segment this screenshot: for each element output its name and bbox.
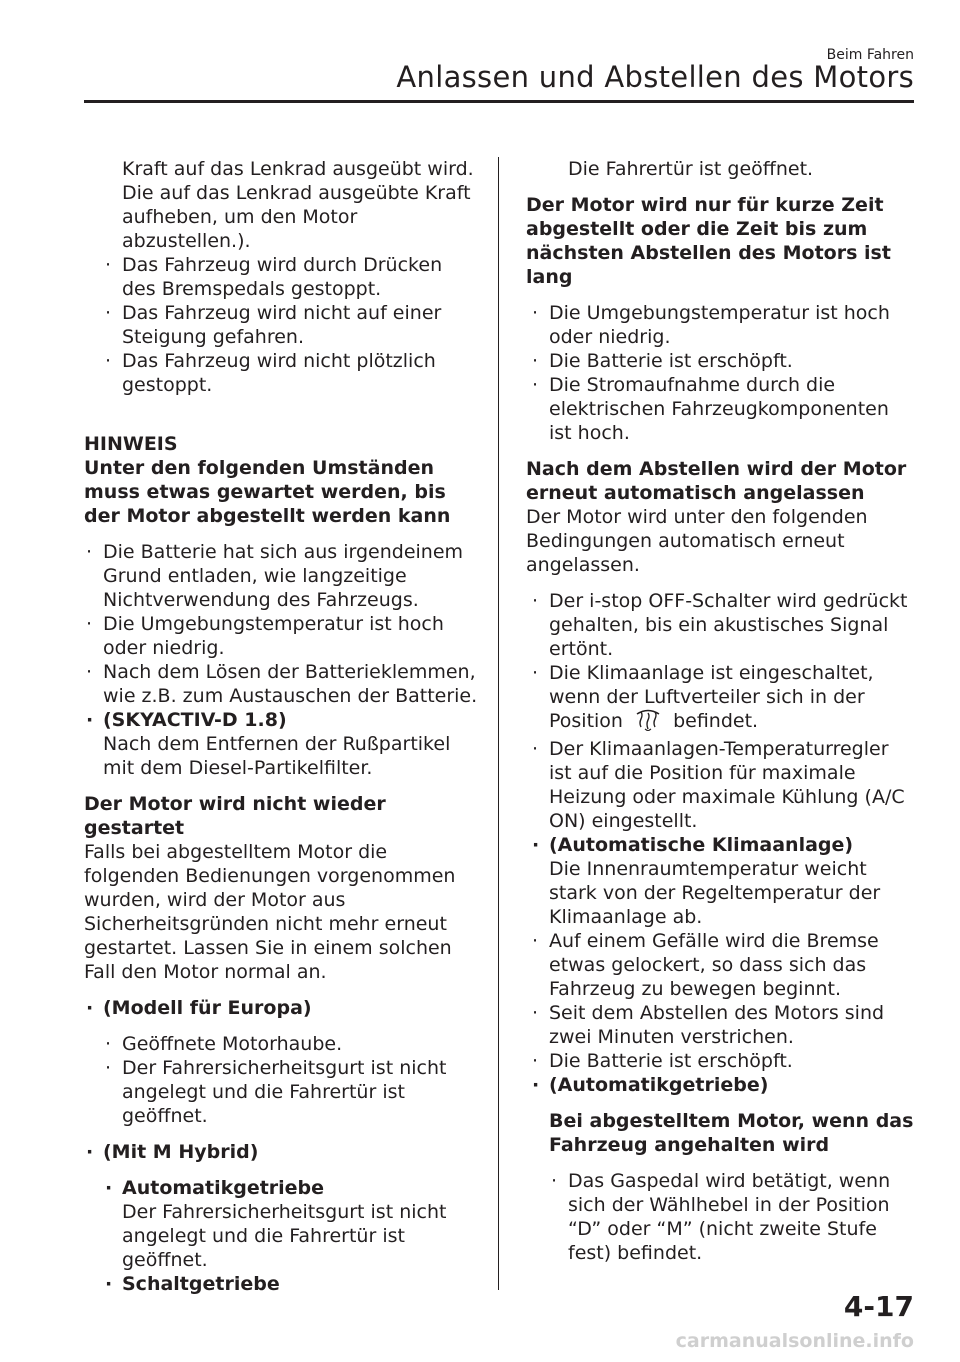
note-list [84,540,480,780]
note-label: HINWEIS [84,433,178,455]
auto-restart-text: Der Motor wird unter den folgenden Bedingungen automatisch erneut angelassen. [526,506,868,576]
restart-heading: Der Motor wird nicht wieder gestartet [84,793,386,839]
bullet-list [84,253,480,397]
header-rule [84,100,914,103]
list-item: · Geöffnete Motorhaube. [122,1032,480,1056]
note-heading: Unter den folgenden Umständen muss etwas gewartet werden, bis der Motor abgestellt werden kann [84,457,451,527]
stopped-heading: Bei abgestelltem Motor, wenn das Fahrzeug angehalten wird [549,1110,914,1156]
klima-label: · (Automatische Klimaanlage) [549,833,916,857]
list-item: · Der Fahrersicherheitsgurt ist nicht angelegt und die Fahrertür ist geöffnet. [122,1056,480,1128]
skyactiv-text: Nach dem Entfernen der Rußpartikel mit dem Diesel-Partikelfilter. [103,733,451,779]
list-item: · Die Umgebungstemperatur ist hoch oder niedrig. [103,612,480,660]
footer-watermark: carmanualsonline.info [675,1330,914,1352]
left-column [84,157,480,1296]
page-title: Anlassen und Abstellen des Motors [396,60,914,94]
hybrid-label: · (Mit M Hybrid) [103,1140,480,1164]
list-item: · Die Stromaufnahme durch die elektrischen Fahrzeugkomponenten ist hoch. [549,373,916,445]
list-item: · Das Fahrzeug wird nicht auf einer Steigung gefahren. [122,301,480,349]
column-divider [498,157,499,1290]
defroster-icon [635,709,661,737]
short-stop-heading: Der Motor wird nur für kurze Zeit abgestellt oder die Zeit bis zum nächsten Abstellen des Motors ist lang [526,194,891,288]
klima-text: Die Innenraumtemperatur weicht stark von der Regeltemperatur der Klimaanlage ab. [549,858,881,928]
right-column [526,157,916,1265]
skyactiv-label: · (SKYACTIV-D 1.8) [103,708,480,732]
automatik-label: · Automatikgetriebe [122,1176,480,1200]
page-number: 4-17 [843,1290,914,1323]
automatik-label: · (Automatikgetriebe) [549,1073,916,1097]
restart-text: Falls bei abgestelltem Motor die folgenden Bedienungen vorgenommen wurden, wird der Motor aus Sicherheitsgründen nicht mehr erneut gestartet. Lassen Sie in einem solchen Fall den Motor normal an. [84,841,456,983]
list-item: · Das Fahrzeug wird nicht plötzlich gestoppt. [122,349,480,397]
list-item: · Die Umgebungstemperatur ist hoch oder niedrig. [549,301,916,349]
continued-text: Kraft auf das Lenkrad ausgeübt wird. Die auf das Lenkrad ausgeübte Kraft aufheben, um den Motor abzustellen.). [122,158,474,252]
automatik-text: Der Fahrersicherheitsgurt ist nicht angelegt und die Fahrertür ist geöffnet. [122,1201,447,1271]
auto-restart-heading: Nach dem Abstellen wird der Motor erneut automatisch angelassen [526,458,907,504]
list-item: · Die Klimaanlage ist eingeschaltet, wenn der Luftverteiler sich in der Position befindet. [549,661,916,737]
list-item: · Das Gaspedal wird betätigt, wenn sich der Wählhebel in der Position “D” oder “M” (nicht zweite Stufe fest) befindet. [568,1169,916,1265]
list-item: · Die Batterie ist erschöpft. [549,349,916,373]
list-item: · Das Fahrzeug wird durch Drücken des Bremspedals gestoppt. [122,253,480,301]
list-item: · Die Batterie hat sich aus irgendeinem Grund entladen, wie langzeitige Nichtverwendung des Fahrzeugs. [103,540,480,612]
continued-text: Die Fahrertür ist geöffnet. [568,158,814,180]
list-item: · Der i-stop OFF-Schalter wird gedrückt gehalten, bis ein akustisches Signal ertönt. [549,589,916,661]
schalt-label: · Schaltgetriebe [122,1272,480,1296]
list-item: · Die Batterie ist erschöpft. [549,1049,916,1073]
list-item: · Seit dem Abstellen des Motors sind zwei Minuten verstrichen. [549,1001,916,1049]
europa-label: · (Modell für Europa) [103,996,480,1020]
list-item: · Der Klimaanlagen-Temperaturregler ist auf die Position für maximale Heizung oder maximale Kühlung (A/C ON) eingestellt. [549,737,916,833]
list-item: · Nach dem Lösen der Batterieklemmen, wie z.B. zum Austauschen der Batterie. [103,660,480,708]
section-label: Beim Fahren [826,47,914,63]
list-item: · Auf einem Gefälle wird die Bremse etwas gelockert, so dass sich das Fahrzeug zu bewegen beginnt. [549,929,916,1001]
